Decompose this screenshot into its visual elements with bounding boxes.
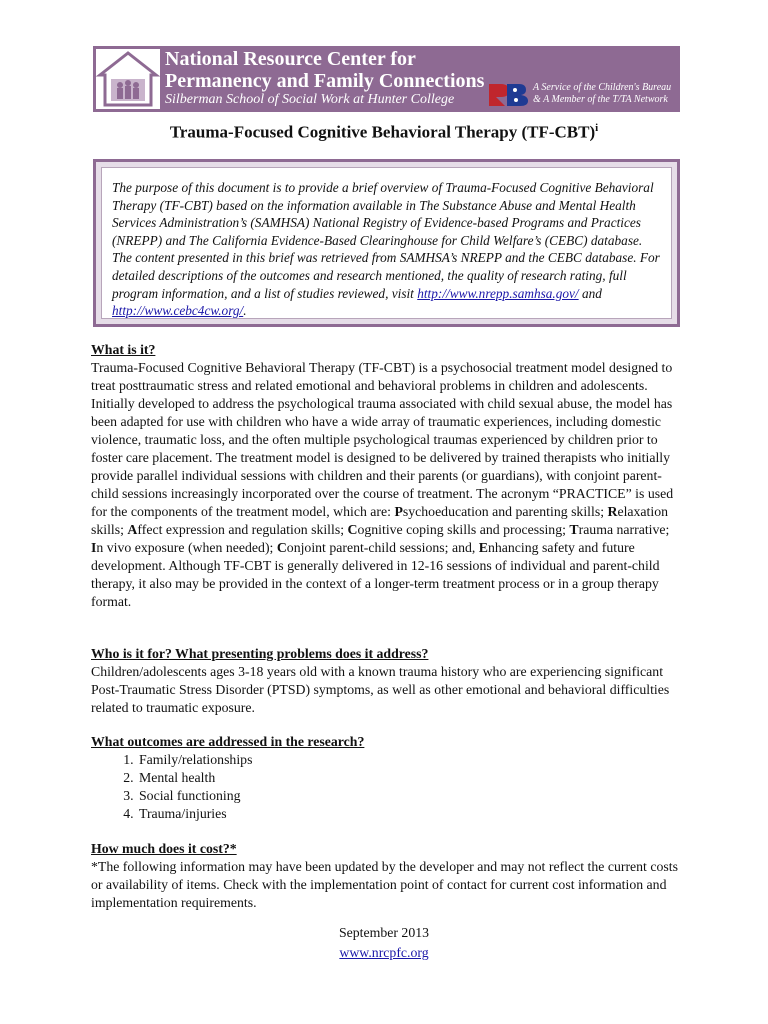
outcomes-list [91, 751, 681, 823]
practice-text-i: n vivo exposure (when needed); [96, 540, 277, 555]
service-line2: & A Member of the T/TA Network [533, 94, 668, 105]
list-item: 3. Social functioning [137, 787, 681, 805]
banner-title-line2: Permanency and Family Connections [165, 70, 485, 92]
cebc-link[interactable]: http://www.cebc4cw.org/ [112, 303, 244, 319]
practice-letter-c1: C [347, 522, 358, 537]
practice-text-r: elaxation skills; [91, 504, 669, 537]
childrens-bureau-logo-icon [485, 80, 533, 110]
practice-text-c1: ognitive coping skills and processing; [357, 522, 570, 537]
list-item: 2. Mental health [137, 769, 681, 787]
what-tail-text: Although TF-CBT is generally delivered in 12-16 sessions of individual and parent-child therapy, it also may be provided in the context of a longer-term treatment process or in a group therapy format. [91, 558, 660, 609]
intro-and: and [578, 285, 602, 301]
banner-title-line1: National Resource Center for [165, 48, 416, 70]
document-title-text: Trauma-Focused Cognitive Behavioral Therapy (TF-CBT) [169, 122, 596, 142]
document-title [0, 122, 768, 143]
banner-title [165, 48, 484, 92]
what-body [91, 359, 681, 611]
intro-body: The purpose of this document is to provide a brief overview of Trauma-Focused Cognitive Behavioral Therapy (TF-CBT) based on the information available in The Substance Abuse and Mental Health Services Administration’s (SAMHSA) National Registry of Evidence-based Programs and Practices (NREPP) and The California Evidence-Based Clearinghouse for Child Welfare’s (CEBC) database. The content presented in this brief was retrieved from SAMHSA’s NREPP and the CEBC database. For detailed descriptions of the outcomes and research mentioned, the quality of research rating, full program information, and a list of studies reviewed, visit [112, 180, 660, 301]
what-body-text: Trauma-Focused Cognitive Behavioral Therapy (TF-CBT) is a psychosocial treatment model designed to treat posttraumatic stress and related emotional and behavioral problems in children and adolescents. Initially developed to address the psychological trauma associated with child sexual abuse, the model has been adapted for use with children who have a wide array of traumatic experiences, including domestic violence, traumatic loss, and the often multiple psychological traumas experienced by children prior to foster care placement. The treatment model is designed to be delivered by trained therapists who initially provide parallel individual sessions with children and their parents (or guardians), with conjoint parent-child sessions increasingly incorporated over the course of treatment. The acronym “PRACTICE” is used for the components of the treatment model, which are: [91, 360, 674, 519]
nrepp-link[interactable]: http://www.nrepp.samhsa.gov/ [417, 285, 579, 301]
intro-box-border [96, 162, 677, 324]
footer [0, 923, 768, 963]
what-heading: What is it? [91, 342, 156, 357]
list-item: 1. Family/relationships [137, 751, 681, 769]
outcomes-section [91, 733, 681, 823]
what-section [91, 341, 681, 611]
cost-body: *The following information may have been updated by the developer and may not reflect the current costs or availability of items. Check with the implementation point of contact for current cost information and implementation requirements. [91, 859, 678, 910]
service-text [533, 82, 671, 106]
cost-section [91, 840, 681, 912]
practice-letter-p: P [394, 504, 403, 519]
practice-text-e: nhancing safety and future development. [91, 540, 635, 573]
practice-text-p: sychoeducation and parenting skills; [402, 504, 608, 519]
who-heading: Who is it for? What presenting problems does it address? [91, 646, 429, 661]
practice-letter-e: E [478, 540, 488, 555]
banner-subtitle: Silberman School of Social Work at Hunter College [165, 92, 455, 107]
footer-date: September 2013 [338, 925, 430, 940]
who-section [91, 645, 681, 717]
service-line1: A Service of the Children's Bureau [533, 82, 672, 93]
practice-letter-r: R [607, 504, 618, 519]
who-body: Children/adolescents ages 3-18 years old with a known trauma history who are experiencing significant Post-Traumatic Stress Disorder (PTSD) symptoms, as well as other emotional and behavioral difficulties related to traumatic exposure. [91, 664, 670, 715]
practice-letter-c2: C [276, 540, 287, 555]
outcomes-heading: What outcomes are addressed in the research? [91, 734, 365, 749]
house-logo-icon [96, 49, 160, 109]
intro-text [101, 167, 672, 319]
practice-letter-a: A [127, 522, 138, 537]
practice-letter-t: T [569, 522, 579, 537]
practice-text-c2: onjoint parent-child sessions; and, [286, 540, 479, 555]
intro-box [93, 159, 680, 327]
header-banner [93, 46, 680, 112]
list-item: 4. Trauma/injuries [137, 805, 681, 823]
practice-text-t: rauma narrative; [578, 522, 670, 537]
practice-letter-i: I [91, 540, 97, 555]
intro-end: . [243, 303, 247, 319]
footer-link[interactable]: www.nrcpfc.org [339, 945, 429, 960]
cost-heading: How much does it cost?* [91, 841, 237, 856]
title-footnote-marker: i [595, 122, 599, 134]
practice-text-a: ffect expression and regulation skills; [137, 522, 348, 537]
